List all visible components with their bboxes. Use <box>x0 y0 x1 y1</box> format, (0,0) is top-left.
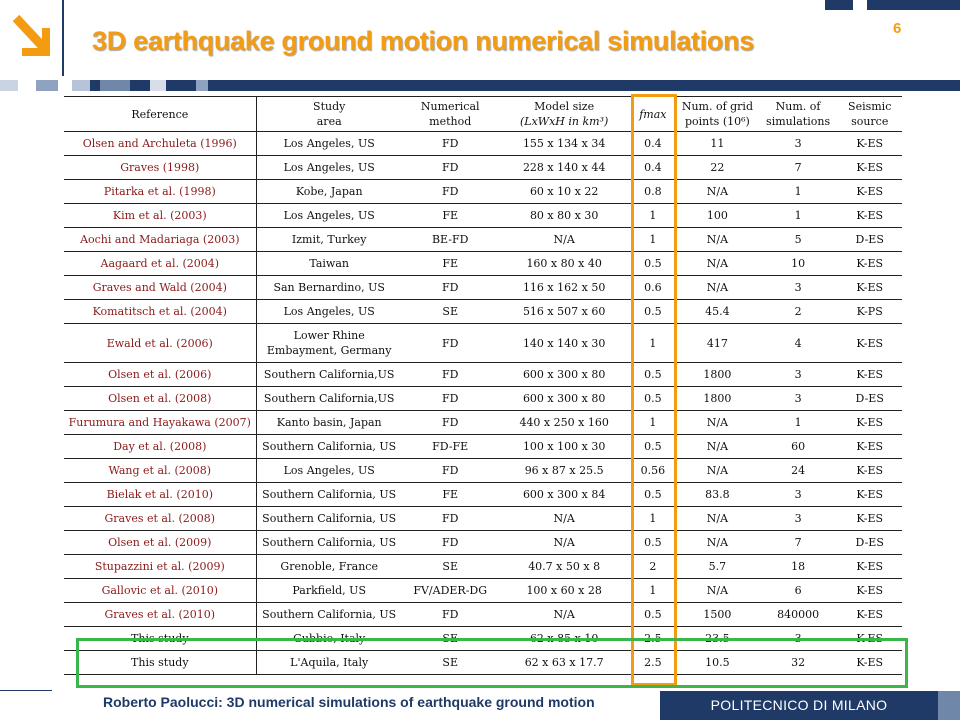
header-study-area-line2: area <box>316 115 342 128</box>
header-grid-line1: Num. of grid <box>681 100 753 113</box>
model-size-cell: 516 x 507 x 60 <box>499 300 630 324</box>
simulations-cell: 18 <box>759 555 838 579</box>
grid-points-cell: 5.7 <box>676 555 759 579</box>
simulations-cell: 3 <box>759 507 838 531</box>
header-source-line1: Seismic <box>848 100 892 113</box>
method-cell: FE <box>402 204 499 228</box>
table-row <box>64 363 902 387</box>
ref-cell: Olsen et al. (2006) <box>64 363 256 387</box>
table-row <box>64 555 902 579</box>
table-row <box>64 435 902 459</box>
study-area-cell: Taiwan <box>256 252 402 276</box>
table-row <box>64 507 902 531</box>
method-cell: FD <box>402 324 499 363</box>
source-cell: K-ES <box>837 507 902 531</box>
source-cell: K-ES <box>837 459 902 483</box>
method-cell: FD <box>402 507 499 531</box>
header-bar <box>0 80 960 91</box>
table-row <box>64 276 902 300</box>
fmax-cell: 0.6 <box>630 276 676 300</box>
top-decoration <box>825 0 960 10</box>
grid-points-cell: N/A <box>676 411 759 435</box>
ref-cell: Kim et al. (2003) <box>64 204 256 228</box>
grid-points-cell: N/A <box>676 459 759 483</box>
table-body <box>64 132 902 675</box>
model-size-cell: 100 x 100 x 30 <box>499 435 630 459</box>
method-cell: FD <box>402 603 499 627</box>
ref-cell: Gallovic et al. (2010) <box>64 579 256 603</box>
model-size-cell: 80 x 80 x 30 <box>499 204 630 228</box>
ref-cell: Stupazzini et al. (2009) <box>64 555 256 579</box>
ref-cell: Wang et al. (2008) <box>64 459 256 483</box>
model-size-cell: 60 x 10 x 22 <box>499 180 630 204</box>
simulations-cell: 840000 <box>759 603 838 627</box>
model-size-cell: 96 x 87 x 25.5 <box>499 459 630 483</box>
simulations-cell: 7 <box>759 531 838 555</box>
method-cell: FD <box>402 459 499 483</box>
study-area-cell: Lower Rhine Embayment, Germany <box>256 324 402 363</box>
fmax-cell: 0.5 <box>630 300 676 324</box>
fmax-cell: 1 <box>630 228 676 252</box>
method-cell: FD <box>402 531 499 555</box>
method-cell: SE <box>402 651 499 675</box>
ref-cell: Furumura and Hayakawa (2007) <box>64 411 256 435</box>
study-area-cell: Southern California, US <box>256 507 402 531</box>
study-area-cell: Kanto basin, Japan <box>256 411 402 435</box>
fmax-cell: 1 <box>630 507 676 531</box>
header-model-size <box>499 97 630 132</box>
table-row <box>64 252 902 276</box>
method-cell: FD-FE <box>402 435 499 459</box>
source-cell: K-PS <box>837 300 902 324</box>
study-area-cell: Grenoble, France <box>256 555 402 579</box>
study-area-cell: Gubbio, Italy <box>256 627 402 651</box>
simulations-cell: 5 <box>759 228 838 252</box>
model-size-cell: 100 x 60 x 28 <box>499 579 630 603</box>
table-row <box>64 531 902 555</box>
study-area-cell: Southern California, US <box>256 435 402 459</box>
model-size-cell: N/A <box>499 603 630 627</box>
model-size-cell: 62 x 85 x 10 <box>499 627 630 651</box>
study-area-cell: Kobe, Japan <box>256 180 402 204</box>
table-row <box>64 180 902 204</box>
grid-points-cell: N/A <box>676 579 759 603</box>
source-cell: K-ES <box>837 483 902 507</box>
ref-cell: Graves (1998) <box>64 156 256 180</box>
study-area-cell: Southern California,US <box>256 363 402 387</box>
source-cell: K-ES <box>837 180 902 204</box>
ref-cell: Graves et al. (2008) <box>64 507 256 531</box>
grid-points-cell: 23.5 <box>676 627 759 651</box>
model-size-cell: 600 x 300 x 80 <box>499 387 630 411</box>
header-stripe <box>18 80 36 91</box>
table-row <box>64 228 902 252</box>
ref-cell: Olsen and Archuleta (1996) <box>64 132 256 156</box>
fmax-cell: 2.5 <box>630 651 676 675</box>
fmax-cell: 1 <box>630 579 676 603</box>
simulations-cell: 3 <box>759 387 838 411</box>
study-area-cell: Los Angeles, US <box>256 459 402 483</box>
source-cell: K-ES <box>837 324 902 363</box>
simulations-cell: 24 <box>759 459 838 483</box>
top-block <box>825 0 853 10</box>
header-method-line1: Numerical <box>420 100 480 113</box>
table-row <box>64 603 902 627</box>
ref-cell: Komatitsch et al. (2004) <box>64 300 256 324</box>
study-area-cell: Los Angeles, US <box>256 156 402 180</box>
grid-points-cell: 45.4 <box>676 300 759 324</box>
grid-points-cell: 22 <box>676 156 759 180</box>
table-row <box>64 324 902 363</box>
table-row <box>64 579 902 603</box>
model-size-cell: N/A <box>499 531 630 555</box>
source-cell: K-ES <box>837 627 902 651</box>
model-size-cell: 228 x 140 x 44 <box>499 156 630 180</box>
fmax-cell: 0.5 <box>630 483 676 507</box>
grid-points-cell: 1500 <box>676 603 759 627</box>
header-sims-line1: Num. of <box>775 100 821 113</box>
header-stripe <box>100 80 130 91</box>
model-size-cell: N/A <box>499 228 630 252</box>
grid-points-cell: 417 <box>676 324 759 363</box>
source-cell: K-ES <box>837 363 902 387</box>
source-cell: K-ES <box>837 603 902 627</box>
header-reference <box>64 97 256 132</box>
fmax-cell: 0.5 <box>630 387 676 411</box>
table-row <box>64 459 902 483</box>
header-sims-line2: simulations <box>766 115 831 128</box>
source-cell: K-ES <box>837 204 902 228</box>
method-cell: FV/ADER-DG <box>402 579 499 603</box>
grid-points-cell: N/A <box>676 435 759 459</box>
fmax-cell: 0.5 <box>630 435 676 459</box>
ref-cell: Olsen et al. (2009) <box>64 531 256 555</box>
header-size-line2: (LxWxH in km³) <box>519 115 609 128</box>
header-grid-points <box>676 97 759 132</box>
study-area-cell: Southern California, US <box>256 531 402 555</box>
ref-cell: Bielak et al. (2010) <box>64 483 256 507</box>
grid-points-cell: 100 <box>676 204 759 228</box>
method-cell: SE <box>402 555 499 579</box>
header-source <box>837 97 902 132</box>
header-size-line1: Model size <box>534 100 595 113</box>
source-cell: K-ES <box>837 579 902 603</box>
model-size-cell: 116 x 162 x 50 <box>499 276 630 300</box>
fmax-cell: 0.4 <box>630 132 676 156</box>
ref-cell: Graves and Wald (2004) <box>64 276 256 300</box>
simulations-cell: 1 <box>759 180 838 204</box>
source-cell: K-ES <box>837 555 902 579</box>
slide-title: 3D earthquake ground motion numerical simulations <box>92 26 754 56</box>
study-area-cell: Los Angeles, US <box>256 204 402 228</box>
source-cell: K-ES <box>837 276 902 300</box>
header-fmax <box>630 97 676 132</box>
method-cell: FD <box>402 180 499 204</box>
source-cell: D-ES <box>837 228 902 252</box>
ref-cell: Aochi and Madariaga (2003) <box>64 228 256 252</box>
model-size-cell: N/A <box>499 507 630 531</box>
ref-cell: This study <box>64 651 256 675</box>
grid-points-cell: N/A <box>676 507 759 531</box>
arrow-logo-icon <box>12 14 52 60</box>
method-cell: FD <box>402 387 499 411</box>
study-area-cell: L'Aquila, Italy <box>256 651 402 675</box>
grid-points-cell: N/A <box>676 252 759 276</box>
footer-divider <box>0 690 52 691</box>
footer-decoration <box>938 691 960 720</box>
source-cell: K-ES <box>837 651 902 675</box>
study-area-cell: Los Angeles, US <box>256 300 402 324</box>
header-stripe <box>150 80 166 91</box>
grid-points-cell: 1800 <box>676 363 759 387</box>
simulations-table <box>64 96 902 675</box>
header-stripe <box>36 80 58 91</box>
model-size-cell: 440 x 250 x 160 <box>499 411 630 435</box>
model-size-cell: 600 x 300 x 80 <box>499 363 630 387</box>
fmax-cell: 0.5 <box>630 603 676 627</box>
model-size-cell: 62 x 63 x 17.7 <box>499 651 630 675</box>
table-row <box>64 300 902 324</box>
source-cell: K-ES <box>837 156 902 180</box>
slide-number: 6 <box>893 20 902 37</box>
simulations-cell: 32 <box>759 651 838 675</box>
method-cell: SE <box>402 300 499 324</box>
method-cell: SE <box>402 627 499 651</box>
grid-points-cell: N/A <box>676 228 759 252</box>
fmax-cell: 0.8 <box>630 180 676 204</box>
header-source-line2: source <box>851 115 889 128</box>
fmax-cell: 2.5 <box>630 627 676 651</box>
model-size-cell: 40.7 x 50 x 8 <box>499 555 630 579</box>
fmax-cell: 0.56 <box>630 459 676 483</box>
ref-cell: Day et al. (2008) <box>64 435 256 459</box>
study-area-cell: Southern California, US <box>256 483 402 507</box>
header-grid-line2: points (10⁶) <box>684 115 750 128</box>
table-row <box>64 651 902 675</box>
model-size-cell: 160 x 80 x 40 <box>499 252 630 276</box>
fmax-cell: 0.5 <box>630 363 676 387</box>
table-row <box>64 483 902 507</box>
grid-points-cell: N/A <box>676 276 759 300</box>
simulations-cell: 10 <box>759 252 838 276</box>
simulations-cell: 2 <box>759 300 838 324</box>
simulations-cell: 3 <box>759 627 838 651</box>
fmax-cell: 1 <box>630 204 676 228</box>
simulations-cell: 4 <box>759 324 838 363</box>
source-cell: K-ES <box>837 411 902 435</box>
source-cell: D-ES <box>837 531 902 555</box>
fmax-cell: 1 <box>630 411 676 435</box>
table-row <box>64 411 902 435</box>
grid-points-cell: 83.8 <box>676 483 759 507</box>
header-reference-label: Reference <box>131 107 189 121</box>
table-header-row <box>64 97 902 132</box>
method-cell: FD <box>402 411 499 435</box>
study-area-cell: Parkfield, US <box>256 579 402 603</box>
grid-points-cell: 1800 <box>676 387 759 411</box>
model-size-cell: 155 x 134 x 34 <box>499 132 630 156</box>
grid-points-cell: N/A <box>676 180 759 204</box>
method-cell: FD <box>402 363 499 387</box>
method-cell: BE-FD <box>402 228 499 252</box>
simulations-cell: 3 <box>759 363 838 387</box>
header-study-area <box>256 97 402 132</box>
grid-points-cell: N/A <box>676 531 759 555</box>
model-size-cell: 140 x 140 x 30 <box>499 324 630 363</box>
logo <box>0 0 64 76</box>
header-stripe <box>0 80 18 91</box>
simulations-cell: 3 <box>759 483 838 507</box>
study-area-cell: San Bernardino, US <box>256 276 402 300</box>
table-row <box>64 204 902 228</box>
header-simulations <box>759 97 838 132</box>
simulations-cell: 1 <box>759 411 838 435</box>
simulations-cell: 3 <box>759 132 838 156</box>
header-stripe <box>72 80 90 91</box>
top-block <box>867 0 960 10</box>
fmax-cell: 0.4 <box>630 156 676 180</box>
method-cell: FE <box>402 252 499 276</box>
ref-cell: Pitarka et al. (1998) <box>64 180 256 204</box>
header-method <box>402 97 499 132</box>
simulations-cell: 60 <box>759 435 838 459</box>
fmax-cell: 0.5 <box>630 252 676 276</box>
method-cell: FD <box>402 156 499 180</box>
fmax-cell: 1 <box>630 324 676 363</box>
ref-cell: This study <box>64 627 256 651</box>
grid-points-cell: 10.5 <box>676 651 759 675</box>
source-cell: K-ES <box>837 435 902 459</box>
model-size-cell: 600 x 300 x 84 <box>499 483 630 507</box>
table-row <box>64 132 902 156</box>
ref-cell: Ewald et al. (2006) <box>64 324 256 363</box>
method-cell: FD <box>402 132 499 156</box>
fmax-cell: 2 <box>630 555 676 579</box>
fmax-cell: 0.5 <box>630 531 676 555</box>
simulations-cell: 1 <box>759 204 838 228</box>
study-area-cell: Southern California, US <box>256 603 402 627</box>
table-row <box>64 156 902 180</box>
footer-author: Roberto Paolucci: 3D numerical simulations of earthquake ground motion <box>103 694 595 710</box>
table-row <box>64 387 902 411</box>
method-cell: FE <box>402 483 499 507</box>
source-cell: D-ES <box>837 387 902 411</box>
header-study-area-line1: Study <box>313 100 346 113</box>
ref-cell: Olsen et al. (2008) <box>64 387 256 411</box>
header-stripe <box>196 80 208 91</box>
grid-points-cell: 11 <box>676 132 759 156</box>
study-area-cell: Izmit, Turkey <box>256 228 402 252</box>
table-row <box>64 627 902 651</box>
study-area-cell: Los Angeles, US <box>256 132 402 156</box>
header-stripe <box>58 80 72 91</box>
study-area-cell: Southern California,US <box>256 387 402 411</box>
simulations-cell: 6 <box>759 579 838 603</box>
header-fmax-label: fmax <box>639 107 667 121</box>
ref-cell: Graves et al. (2010) <box>64 603 256 627</box>
simulations-cell: 3 <box>759 276 838 300</box>
source-cell: K-ES <box>837 252 902 276</box>
ref-cell: Aagaard et al. (2004) <box>64 252 256 276</box>
simulations-cell: 7 <box>759 156 838 180</box>
header-method-line2: method <box>429 115 472 128</box>
source-cell: K-ES <box>837 132 902 156</box>
footer-institution: POLITECNICO DI MILANO <box>660 691 938 720</box>
method-cell: FD <box>402 276 499 300</box>
